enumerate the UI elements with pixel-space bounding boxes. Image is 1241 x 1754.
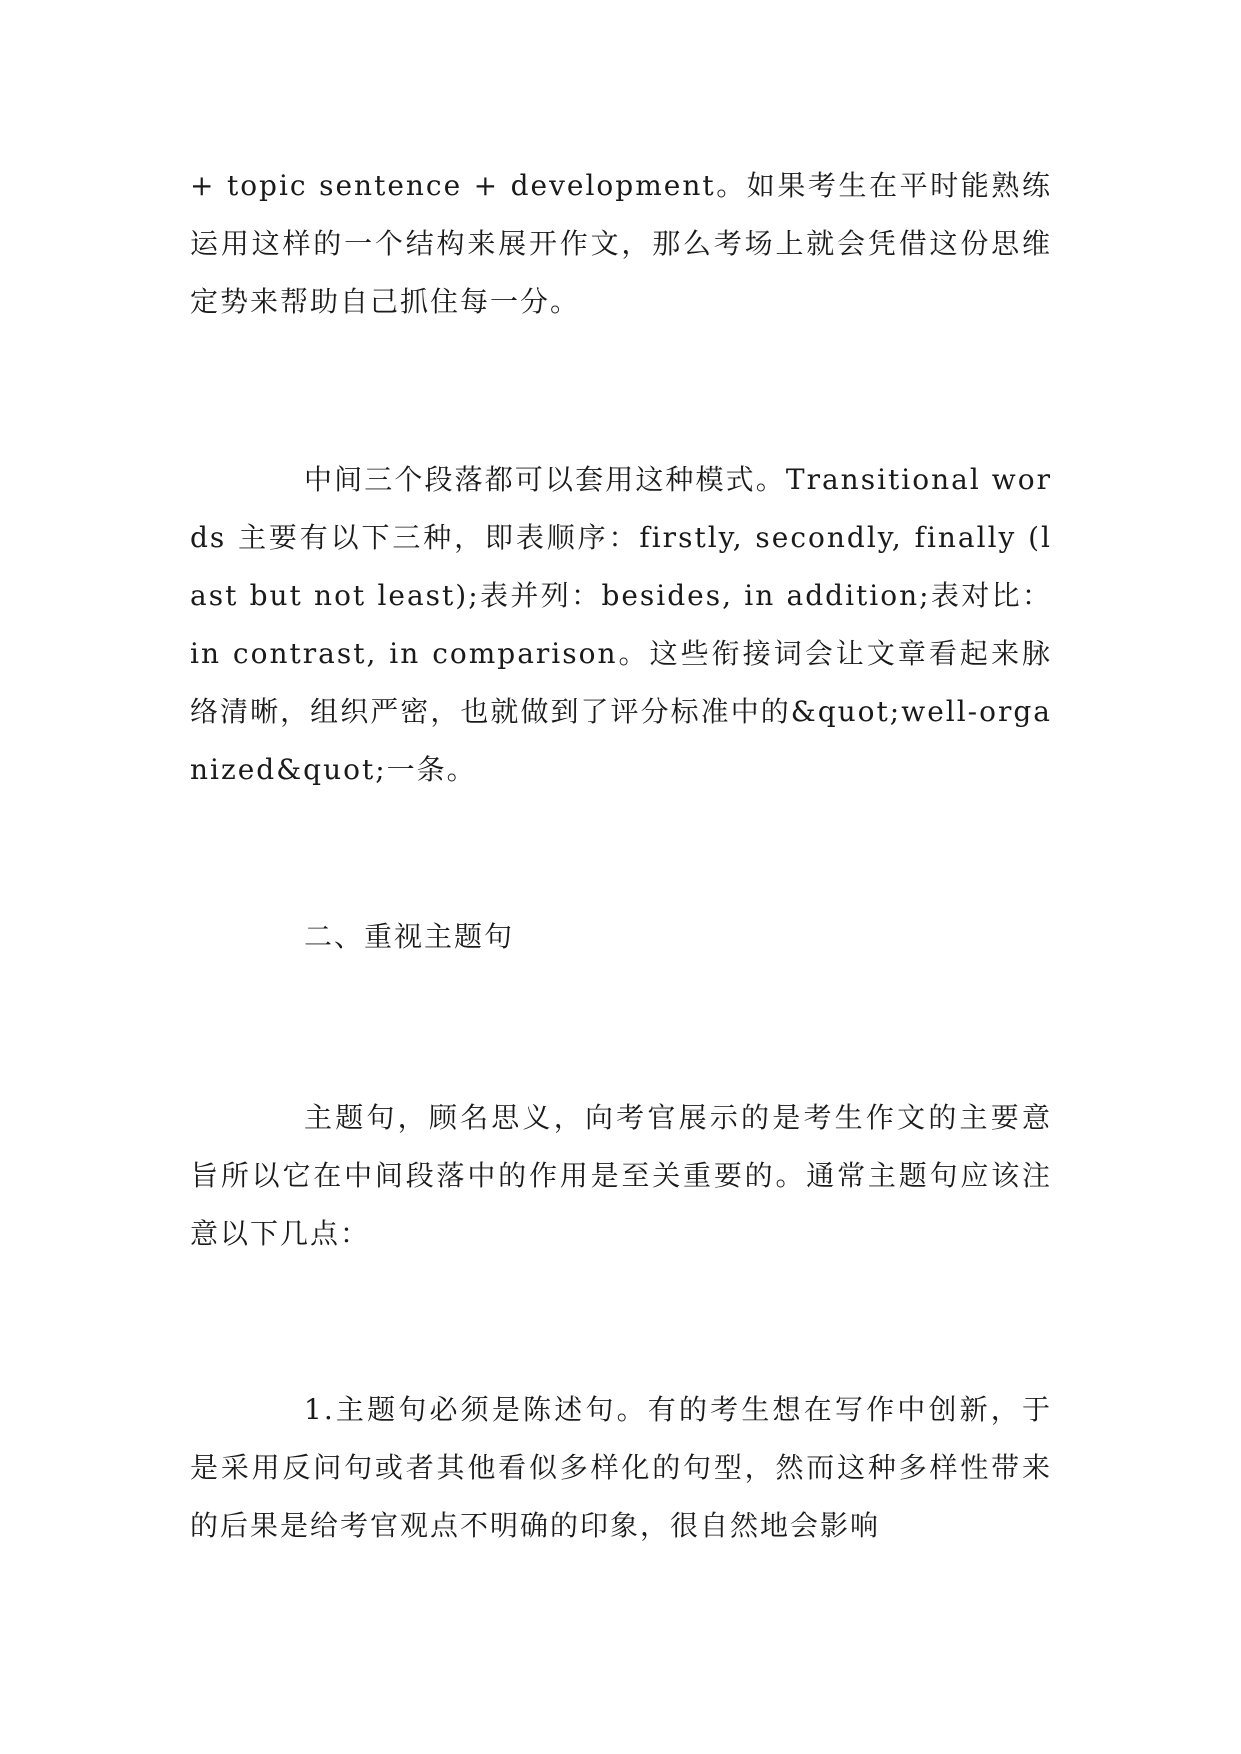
- paragraph-transitional-words: 中间三个段落都可以套用这种模式。Transitional words 主要有以下三种，即表顺序：firstly, secondly, finally (last but not least);表并列：besides, in addition;表对比：in contrast, in comparison。这些衔接词会让文章看起来脉络清晰，组织严密，也就做到了评分标准中的&quot;well-organized&quot;一条。: [190, 463, 1052, 786]
- paragraph-topic-sentence-intro: 主题句，顾名思义，向考官展示的是考生作文的主要意旨所以它在中间段落中的作用是至关重要的。通常主题句应该注意以下几点：: [190, 1101, 1052, 1250]
- paragraph-point-one: 1.主题句必须是陈述句。有的考生想在写作中创新，于是采用反问句或者其他看似多样化的句型，然而这种多样性带来的后果是给考官观点不明确的印象，很自然地会影响: [190, 1393, 1052, 1542]
- paragraph-structure-summary: + topic sentence + development。如果考生在平时能熟练运用这样的一个结构来展开作文，那么考场上就会凭借这份思维定势来帮助自己抓住每一分。: [190, 169, 1052, 318]
- section-heading-topic-sentence: 二、重视主题句: [304, 920, 515, 953]
